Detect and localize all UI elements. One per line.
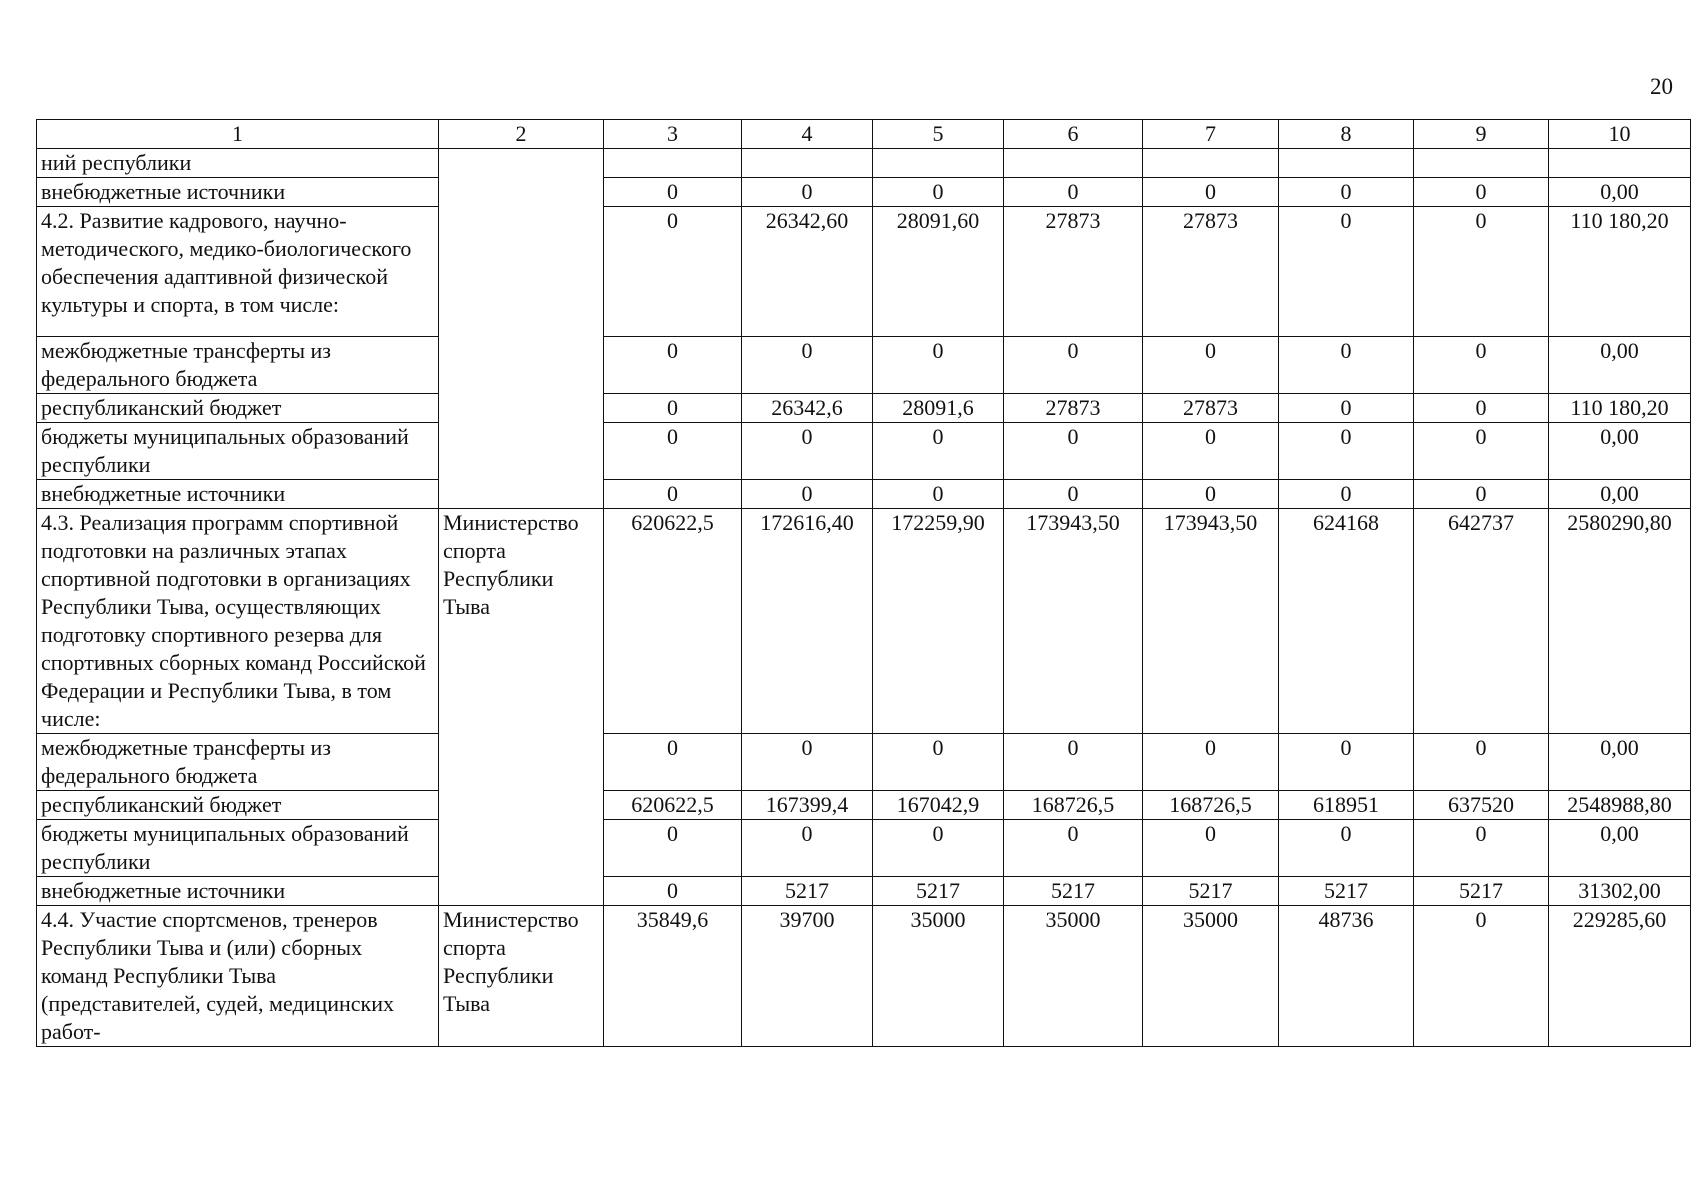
value-cell: 0 xyxy=(742,423,873,480)
value-cell: 642737 xyxy=(1414,509,1549,734)
row-description: бюджеты муниципальных образований республики xyxy=(37,820,439,877)
value-cell: 0 xyxy=(873,820,1004,877)
value-cell: 27873 xyxy=(1004,207,1143,337)
column-header: 2 xyxy=(439,120,604,149)
column-header-row xyxy=(37,120,1691,149)
value-cell: 0 xyxy=(1143,178,1279,207)
value-cell: 0 xyxy=(604,337,742,394)
row-description: внебюджетные источники xyxy=(37,877,439,906)
value-cell: 173943,50 xyxy=(1004,509,1143,734)
table-row xyxy=(37,877,1691,906)
page-number: 20 xyxy=(1650,74,1673,99)
value-cell: 0 xyxy=(604,480,742,509)
row-description: 4.4. Участие спортсменов, тренеров Республики Тыва и (или) сборных команд Республики Тыва (представителей, судей, медицинских работ- xyxy=(37,906,439,1047)
value-cell: 0 xyxy=(1004,337,1143,394)
value-cell: 0 xyxy=(1414,820,1549,877)
value-cell: 0 xyxy=(1279,337,1414,394)
column-header: 9 xyxy=(1414,120,1549,149)
value-cell xyxy=(604,149,742,178)
value-cell: 26342,60 xyxy=(742,207,873,337)
budget-table xyxy=(36,119,1691,1047)
value-cell xyxy=(873,149,1004,178)
value-cell: 0 xyxy=(742,820,873,877)
value-cell: 618951 xyxy=(1279,791,1414,820)
value-cell: 229285,60 xyxy=(1549,906,1691,1047)
table-row xyxy=(37,423,1691,480)
responsible-organization: Министерство спорта Республики Тыва xyxy=(439,509,604,906)
value-cell: 0 xyxy=(1143,480,1279,509)
value-cell: 0 xyxy=(1279,423,1414,480)
value-cell: 5217 xyxy=(873,877,1004,906)
value-cell: 0 xyxy=(604,178,742,207)
value-cell: 0 xyxy=(1414,423,1549,480)
row-description: внебюджетные источники xyxy=(37,178,439,207)
value-cell: 0 xyxy=(1279,480,1414,509)
table-row xyxy=(37,509,1691,734)
value-cell: 27873 xyxy=(1143,394,1279,423)
row-description: республиканский бюджет xyxy=(37,791,439,820)
value-cell: 110 180,20 xyxy=(1549,394,1691,423)
value-cell: 110 180,20 xyxy=(1549,207,1691,337)
column-header: 7 xyxy=(1143,120,1279,149)
value-cell: 28091,6 xyxy=(873,394,1004,423)
value-cell: 0 xyxy=(1143,734,1279,791)
table-row xyxy=(37,906,1691,1047)
value-cell: 0 xyxy=(604,734,742,791)
value-cell xyxy=(742,149,873,178)
value-cell: 0 xyxy=(742,337,873,394)
column-header: 1 xyxy=(37,120,439,149)
value-cell: 0 xyxy=(1004,480,1143,509)
column-header: 8 xyxy=(1279,120,1414,149)
value-cell: 0 xyxy=(604,820,742,877)
value-cell: 0 xyxy=(742,178,873,207)
value-cell: 0 xyxy=(604,423,742,480)
value-cell: 27873 xyxy=(1004,394,1143,423)
row-description: межбюджетные трансферты из федерального бюджета xyxy=(37,734,439,791)
value-cell: 2580290,80 xyxy=(1549,509,1691,734)
value-cell: 31302,00 xyxy=(1549,877,1691,906)
value-cell: 5217 xyxy=(1004,877,1143,906)
value-cell xyxy=(1549,149,1691,178)
value-cell: 0 xyxy=(1143,820,1279,877)
value-cell: 35849,6 xyxy=(604,906,742,1047)
value-cell: 0,00 xyxy=(1549,337,1691,394)
table-body xyxy=(37,120,1691,1047)
column-header: 4 xyxy=(742,120,873,149)
value-cell: 172259,90 xyxy=(873,509,1004,734)
value-cell: 0,00 xyxy=(1549,820,1691,877)
table-row xyxy=(37,178,1691,207)
row-description: бюджеты муниципальных образований республики xyxy=(37,423,439,480)
value-cell: 0 xyxy=(1143,423,1279,480)
value-cell: 0 xyxy=(1414,394,1549,423)
value-cell: 0,00 xyxy=(1549,178,1691,207)
value-cell: 172616,40 xyxy=(742,509,873,734)
value-cell: 48736 xyxy=(1279,906,1414,1047)
value-cell: 35000 xyxy=(1143,906,1279,1047)
value-cell: 0 xyxy=(1004,423,1143,480)
value-cell: 26342,6 xyxy=(742,394,873,423)
table-row xyxy=(37,337,1691,394)
value-cell: 0 xyxy=(1414,480,1549,509)
value-cell: 5217 xyxy=(742,877,873,906)
value-cell: 167042,9 xyxy=(873,791,1004,820)
value-cell: 0 xyxy=(1004,178,1143,207)
value-cell: 39700 xyxy=(742,906,873,1047)
value-cell: 0 xyxy=(1004,734,1143,791)
column-header: 3 xyxy=(604,120,742,149)
value-cell: 0 xyxy=(1279,207,1414,337)
value-cell: 0 xyxy=(742,480,873,509)
value-cell: 620622,5 xyxy=(604,509,742,734)
value-cell: 0 xyxy=(873,734,1004,791)
value-cell: 0,00 xyxy=(1549,423,1691,480)
value-cell: 168726,5 xyxy=(1004,791,1143,820)
value-cell: 0 xyxy=(604,394,742,423)
value-cell: 0 xyxy=(1279,820,1414,877)
value-cell: 168726,5 xyxy=(1143,791,1279,820)
row-description: республиканский бюджет xyxy=(37,394,439,423)
value-cell: 0 xyxy=(873,337,1004,394)
row-description: межбюджетные трансферты из федерального бюджета xyxy=(37,337,439,394)
value-cell: 2548988,80 xyxy=(1549,791,1691,820)
value-cell: 0 xyxy=(742,734,873,791)
value-cell: 0 xyxy=(1414,207,1549,337)
value-cell: 0 xyxy=(604,207,742,337)
row-description: ний республики xyxy=(37,149,439,178)
value-cell: 35000 xyxy=(873,906,1004,1047)
value-cell: 0,00 xyxy=(1549,480,1691,509)
row-description: внебюджетные источники xyxy=(37,480,439,509)
responsible-organization: Министерство спорта Республики Тыва xyxy=(439,906,604,1047)
value-cell xyxy=(1414,149,1549,178)
value-cell: 5217 xyxy=(1414,877,1549,906)
value-cell: 637520 xyxy=(1414,791,1549,820)
value-cell: 0 xyxy=(1143,337,1279,394)
value-cell: 0 xyxy=(1414,734,1549,791)
value-cell: 0 xyxy=(873,178,1004,207)
value-cell: 620622,5 xyxy=(604,791,742,820)
value-cell: 0 xyxy=(1414,178,1549,207)
table-row xyxy=(37,207,1691,337)
value-cell: 28091,60 xyxy=(873,207,1004,337)
table-row xyxy=(37,734,1691,791)
column-header: 10 xyxy=(1549,120,1691,149)
column-header: 6 xyxy=(1004,120,1143,149)
value-cell xyxy=(1279,149,1414,178)
table-row xyxy=(37,791,1691,820)
value-cell: 35000 xyxy=(1004,906,1143,1047)
value-cell: 0 xyxy=(873,423,1004,480)
value-cell: 0 xyxy=(1279,394,1414,423)
value-cell: 0 xyxy=(1414,906,1549,1047)
responsible-organization xyxy=(439,149,604,509)
value-cell xyxy=(1004,149,1143,178)
table-row xyxy=(37,480,1691,509)
row-description: 4.2. Развитие кадрового, научно-методического, медико-биологического обеспечения адаптивной физической культуры и спорта, в том числе: xyxy=(37,207,439,337)
value-cell: 0,00 xyxy=(1549,734,1691,791)
value-cell: 5217 xyxy=(1279,877,1414,906)
table-row xyxy=(37,394,1691,423)
value-cell: 0 xyxy=(1279,734,1414,791)
value-cell xyxy=(1143,149,1279,178)
value-cell: 0 xyxy=(873,480,1004,509)
value-cell: 0 xyxy=(1279,178,1414,207)
table-row xyxy=(37,149,1691,178)
value-cell: 27873 xyxy=(1143,207,1279,337)
value-cell: 5217 xyxy=(1143,877,1279,906)
column-header: 5 xyxy=(873,120,1004,149)
row-description: 4.3. Реализация программ спортивной подготовки на различных этапах спортивной подготовки в организациях Республики Тыва, осуществляющих подготовку спортивного резерва для спортивных сборных команд Российской Федерации и Республики Тыва, в том числе: xyxy=(37,509,439,734)
value-cell: 0 xyxy=(1414,337,1549,394)
value-cell: 0 xyxy=(1004,820,1143,877)
value-cell: 167399,4 xyxy=(742,791,873,820)
value-cell: 624168 xyxy=(1279,509,1414,734)
table-row xyxy=(37,820,1691,877)
value-cell: 0 xyxy=(604,877,742,906)
value-cell: 173943,50 xyxy=(1143,509,1279,734)
